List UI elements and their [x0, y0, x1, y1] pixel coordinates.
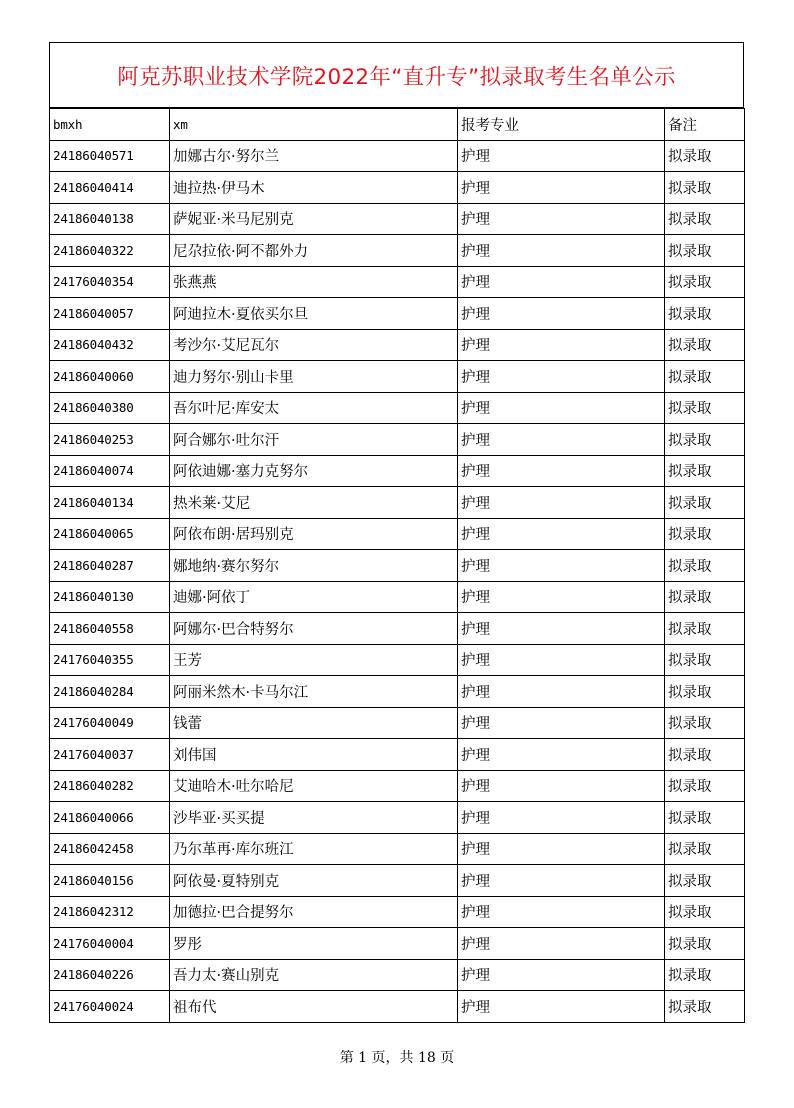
cell-bmxh: 24186040066 [50, 802, 170, 834]
cell-remark: 拟录取 [665, 361, 745, 393]
cell-name: 吾力太·赛山别克 [170, 959, 458, 991]
cell-major: 护理 [458, 613, 665, 645]
cell-major: 护理 [458, 329, 665, 361]
cell-name: 加德拉·巴合提努尔 [170, 896, 458, 928]
cell-remark: 拟录取 [665, 613, 745, 645]
table-row [50, 140, 745, 172]
cell-remark: 拟录取 [665, 833, 745, 865]
cell-major: 护理 [458, 707, 665, 739]
cell-name: 阿依布朗·居玛别克 [170, 518, 458, 550]
cell-bmxh: 24176040004 [50, 928, 170, 960]
header-major: 报考专业 [458, 109, 665, 141]
cell-remark: 拟录取 [665, 424, 745, 456]
cell-remark: 拟录取 [665, 235, 745, 267]
admission-list-sheet [49, 42, 744, 1023]
cell-remark: 拟录取 [665, 865, 745, 897]
table-row [50, 707, 745, 739]
table-row [50, 329, 745, 361]
cell-name: 刘伟国 [170, 739, 458, 771]
cell-bmxh: 24186040138 [50, 203, 170, 235]
table-row [50, 455, 745, 487]
table-row [50, 676, 745, 708]
cell-bmxh: 24186040287 [50, 550, 170, 582]
cell-name: 迪娜·阿依丁 [170, 581, 458, 613]
cell-name: 吾尔叶尼·库安太 [170, 392, 458, 424]
document-title: 阿克苏职业技术学院2022年“直升专”拟录取考生名单公示 [49, 42, 744, 108]
cell-bmxh: 24186042312 [50, 896, 170, 928]
cell-remark: 拟录取 [665, 487, 745, 519]
cell-remark: 拟录取 [665, 802, 745, 834]
table-row [50, 739, 745, 771]
cell-major: 护理 [458, 424, 665, 456]
cell-bmxh: 24186040226 [50, 959, 170, 991]
cell-major: 护理 [458, 644, 665, 676]
cell-major: 护理 [458, 235, 665, 267]
table-row [50, 613, 745, 645]
table-row [50, 172, 745, 204]
cell-remark: 拟录取 [665, 329, 745, 361]
table-row [50, 581, 745, 613]
page-footer: 第 1 页，共 18 页 [339, 1050, 455, 1066]
cell-remark: 拟录取 [665, 518, 745, 550]
cell-major: 护理 [458, 959, 665, 991]
cell-bmxh: 24176040024 [50, 991, 170, 1023]
cell-remark: 拟录取 [665, 770, 745, 802]
cell-remark: 拟录取 [665, 676, 745, 708]
cell-bmxh: 24186042458 [50, 833, 170, 865]
cell-remark: 拟录取 [665, 739, 745, 771]
cell-name: 尼尕拉依·阿不都外力 [170, 235, 458, 267]
cell-bmxh: 24176040037 [50, 739, 170, 771]
cell-major: 护理 [458, 991, 665, 1023]
cell-major: 护理 [458, 455, 665, 487]
cell-major: 护理 [458, 833, 665, 865]
cell-bmxh: 24186040134 [50, 487, 170, 519]
table-row [50, 802, 745, 834]
cell-bmxh: 24186040432 [50, 329, 170, 361]
cell-major: 护理 [458, 298, 665, 330]
cell-remark: 拟录取 [665, 959, 745, 991]
cell-remark: 拟录取 [665, 550, 745, 582]
cell-remark: 拟录取 [665, 140, 745, 172]
table-row [50, 424, 745, 456]
table-row [50, 203, 745, 235]
cell-name: 阿丽米然木·卡马尔江 [170, 676, 458, 708]
cell-remark: 拟录取 [665, 455, 745, 487]
table-row [50, 770, 745, 802]
table-row [50, 833, 745, 865]
cell-bmxh: 24186040322 [50, 235, 170, 267]
cell-bmxh: 24186040253 [50, 424, 170, 456]
cell-remark: 拟录取 [665, 298, 745, 330]
cell-major: 护理 [458, 172, 665, 204]
cell-name: 热米莱·艾尼 [170, 487, 458, 519]
cell-name: 加娜古尔·努尔兰 [170, 140, 458, 172]
cell-bmxh: 24186040156 [50, 865, 170, 897]
cell-bmxh: 24176040049 [50, 707, 170, 739]
cell-name: 迪拉热·伊马木 [170, 172, 458, 204]
cell-name: 娜地纳·赛尔努尔 [170, 550, 458, 582]
cell-name: 张燕燕 [170, 266, 458, 298]
cell-major: 护理 [458, 203, 665, 235]
header-xm: xm [170, 109, 458, 141]
cell-bmxh: 24186040057 [50, 298, 170, 330]
table-row [50, 235, 745, 267]
cell-major: 护理 [458, 739, 665, 771]
table-row [50, 959, 745, 991]
cell-name: 阿依迪娜·塞力克努尔 [170, 455, 458, 487]
cell-bmxh: 24186040130 [50, 581, 170, 613]
cell-bmxh: 24186040065 [50, 518, 170, 550]
cell-bmxh: 24186040074 [50, 455, 170, 487]
cell-name: 钱蕾 [170, 707, 458, 739]
header-remark: 备注 [665, 109, 745, 141]
cell-name: 迪力努尔·别山卡里 [170, 361, 458, 393]
cell-remark: 拟录取 [665, 172, 745, 204]
cell-bmxh: 24186040558 [50, 613, 170, 645]
cell-name: 阿依曼·夏特别克 [170, 865, 458, 897]
cell-name: 阿迪拉木·夏依买尔旦 [170, 298, 458, 330]
cell-bmxh: 24186040284 [50, 676, 170, 708]
cell-major: 护理 [458, 361, 665, 393]
cell-name: 沙毕亚·买买提 [170, 802, 458, 834]
table-row [50, 298, 745, 330]
table-row [50, 266, 745, 298]
cell-major: 护理 [458, 550, 665, 582]
cell-remark: 拟录取 [665, 707, 745, 739]
header-bmxh: bmxh [50, 109, 170, 141]
cell-remark: 拟录取 [665, 203, 745, 235]
cell-name: 考沙尔·艾尼瓦尔 [170, 329, 458, 361]
table-row [50, 865, 745, 897]
cell-major: 护理 [458, 928, 665, 960]
cell-remark: 拟录取 [665, 896, 745, 928]
cell-major: 护理 [458, 802, 665, 834]
table-row [50, 518, 745, 550]
table-row [50, 392, 745, 424]
cell-bmxh: 24186040414 [50, 172, 170, 204]
table-row [50, 487, 745, 519]
cell-name: 阿合娜尔·吐尔汗 [170, 424, 458, 456]
cell-remark: 拟录取 [665, 991, 745, 1023]
cell-name: 萨妮亚·米马尼别克 [170, 203, 458, 235]
cell-major: 护理 [458, 392, 665, 424]
cell-major: 护理 [458, 140, 665, 172]
cell-major: 护理 [458, 676, 665, 708]
cell-name: 乃尔革再·库尔班江 [170, 833, 458, 865]
table-header-row [50, 109, 745, 141]
cell-major: 护理 [458, 896, 665, 928]
cell-bmxh: 24176040355 [50, 644, 170, 676]
cell-major: 护理 [458, 581, 665, 613]
cell-remark: 拟录取 [665, 392, 745, 424]
cell-remark: 拟录取 [665, 928, 745, 960]
cell-name: 祖布代 [170, 991, 458, 1023]
cell-major: 护理 [458, 487, 665, 519]
table-row [50, 550, 745, 582]
cell-major: 护理 [458, 865, 665, 897]
cell-bmxh: 24186040571 [50, 140, 170, 172]
cell-name: 阿娜尔·巴合特努尔 [170, 613, 458, 645]
admission-table [49, 108, 745, 1023]
table-row [50, 361, 745, 393]
table-row [50, 991, 745, 1023]
cell-remark: 拟录取 [665, 581, 745, 613]
cell-bmxh: 24186040380 [50, 392, 170, 424]
table-row [50, 644, 745, 676]
cell-name: 罗彤 [170, 928, 458, 960]
table-row [50, 928, 745, 960]
cell-major: 护理 [458, 266, 665, 298]
cell-name: 王芳 [170, 644, 458, 676]
cell-bmxh: 24176040354 [50, 266, 170, 298]
cell-remark: 拟录取 [665, 266, 745, 298]
cell-major: 护理 [458, 518, 665, 550]
cell-remark: 拟录取 [665, 644, 745, 676]
table-row [50, 896, 745, 928]
cell-bmxh: 24186040282 [50, 770, 170, 802]
cell-major: 护理 [458, 770, 665, 802]
cell-name: 艾迪哈木·吐尔哈尼 [170, 770, 458, 802]
cell-bmxh: 24186040060 [50, 361, 170, 393]
